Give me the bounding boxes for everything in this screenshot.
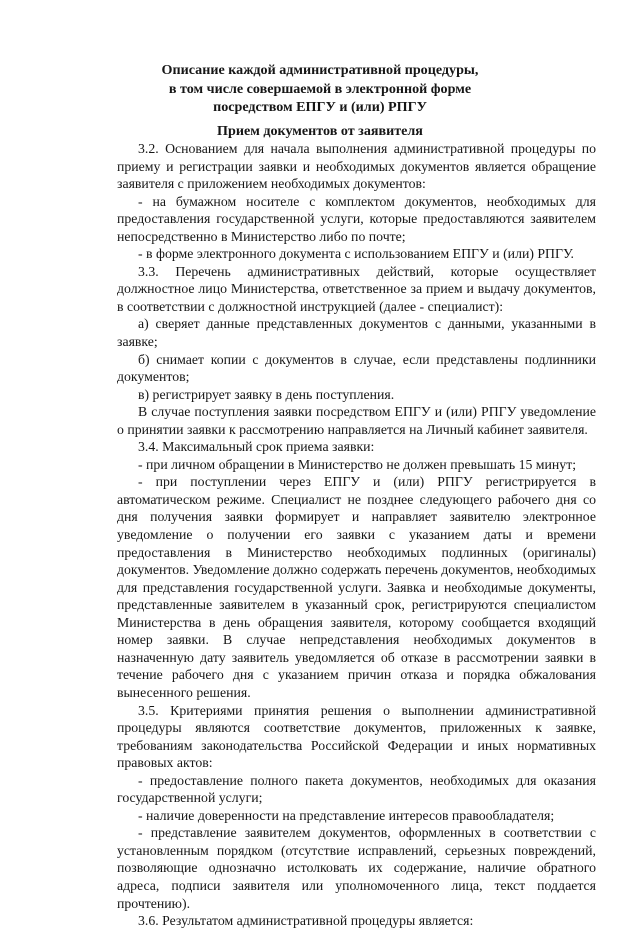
paragraph-document-requirements: - представление заявителем документов, оформленных в соответствии с установленным порядком (отсутствие исправлений, серьезных повреждений, позволяющие однозначно истолковать их содержание, наличие обратного адреса, подписи заявителя или уполномоченного лица, текст поддается прочтению). — [117, 825, 596, 911]
section-heading: Прием документов от заявителя — [217, 123, 423, 139]
paragraph-item-b: б) снимает копии с документов в случае, если представлены подлинники документов; — [117, 351, 596, 385]
paragraph-3-5: 3.5. Критериями принятия решения о выполнении административной процедуры являются соответствие документов, приложенных к заявке, требованиям законодательства Российской Федерации и иных нормативных правовых актов: — [117, 702, 596, 771]
paragraph-paper-submission: - на бумажном носителе с комплектом документов, необходимых для предоставления государственной услуги, которые предоставляются заявителем непосредственно в Министерство либо по почте; — [117, 193, 596, 244]
title-line: Описание каждой административной процедуры, — [161, 62, 479, 78]
paragraph-3-2: 3.2. Основанием для начала выполнения административной процедуры по приему и регистрации заявки и необходимых документов является обращение заявителя с приложением необходимых документов: — [117, 141, 596, 192]
paragraph-3-4: 3.4. Максимальный срок приема заявки: — [138, 439, 375, 455]
document-title — [0, 61, 640, 117]
paragraph-power-of-attorney: - наличие доверенности на представление интересов правообладателя; — [138, 807, 555, 823]
paragraph-electronic-submission: - в форме электронного документа с использованием ЕПГУ и (или) РПГУ. — [138, 246, 574, 262]
paragraph-epgu-receipt: - при поступлении через ЕПГУ и (или) РПГУ регистрируется в автоматическом режиме. Специалист не позднее следующего рабочего дня со дня получения заявки формирует и направляет заявителю электронное уведомление о получении его заявки с указанием даты и времени предоставления в Министерство необходимых подлинных (оригиналы) документов. Уведомление должно содержать перечень документов, необходимых для представления государственной услуги. Заявка и необходимые документы, представленные заявителем в указанный срок, регистрируются специалистом Министерства в день обращения заявителя, которому сообщается входящий номер заявки. В случае непредставления необходимых документов в назначенную дату заявитель уведомляется об отказе в рассмотрении заявки в течение рабочего дня с указанием причин отказа и порядка обжалования вынесенного решения. — [117, 474, 596, 700]
paragraph-3-3: 3.3. Перечень административных действий, которые осуществляет должностное лицо Министерства, ответственное за прием и выдачу документов, в соответствии с должностной инструкцией (далее - специалист): — [117, 263, 596, 314]
paragraph-3-6: 3.6. Результатом административной процедуры является: — [138, 913, 474, 929]
paragraph-personal-visit: - при личном обращении в Министерство не должен превышать 15 минут; — [138, 456, 577, 472]
title-line: посредством ЕПГУ и (или) РПГУ — [213, 99, 427, 116]
paragraph-full-package: - предоставление полного пакета документов, необходимых для оказания государственной услуги; — [117, 772, 596, 806]
document-body — [117, 140, 596, 930]
paragraph-epgu-notice: В случае поступления заявки посредством ЕПГУ и (или) РПГУ уведомление о принятии заявки к рассмотрению направляется на Личный кабинет заявителя. — [117, 404, 596, 437]
paragraph-item-c: в) регистрирует заявку в день поступления. — [138, 386, 395, 402]
paragraph-item-a: а) сверяет данные представленных документов с данными, указанными в заявке; — [117, 316, 596, 350]
title-line: в том числе совершаемой в электронной форме — [168, 80, 472, 97]
